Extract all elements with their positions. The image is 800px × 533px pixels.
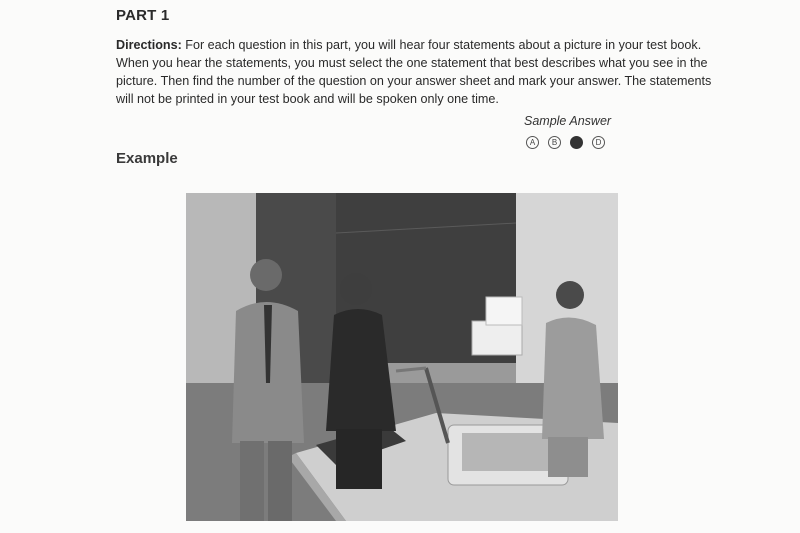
directions-text: For each question in this part, you will hear four statements about a picture in your test book. When you hear the statements, you must select the one statement that best describes what you see in the picture. Then find the number of the question on your answer sheet and mark your answer. The statements will not be printed in your test book and will be spoken only one time. xyxy=(116,38,712,106)
directions-paragraph xyxy=(116,36,716,108)
photo-illustration xyxy=(186,193,618,521)
part-title: PART 1 xyxy=(116,7,170,24)
answer-bubble-d: D xyxy=(592,136,605,149)
example-heading: Example xyxy=(116,150,178,167)
directions-label: Directions: xyxy=(116,38,182,52)
answer-bubble-a: A xyxy=(526,136,539,149)
answer-bubble-b: B xyxy=(548,136,561,149)
answer-bubble-c-selected xyxy=(570,136,583,149)
sample-answer-label: Sample Answer xyxy=(524,114,612,128)
sample-answer-choices xyxy=(526,136,605,149)
example-photo xyxy=(186,193,618,521)
